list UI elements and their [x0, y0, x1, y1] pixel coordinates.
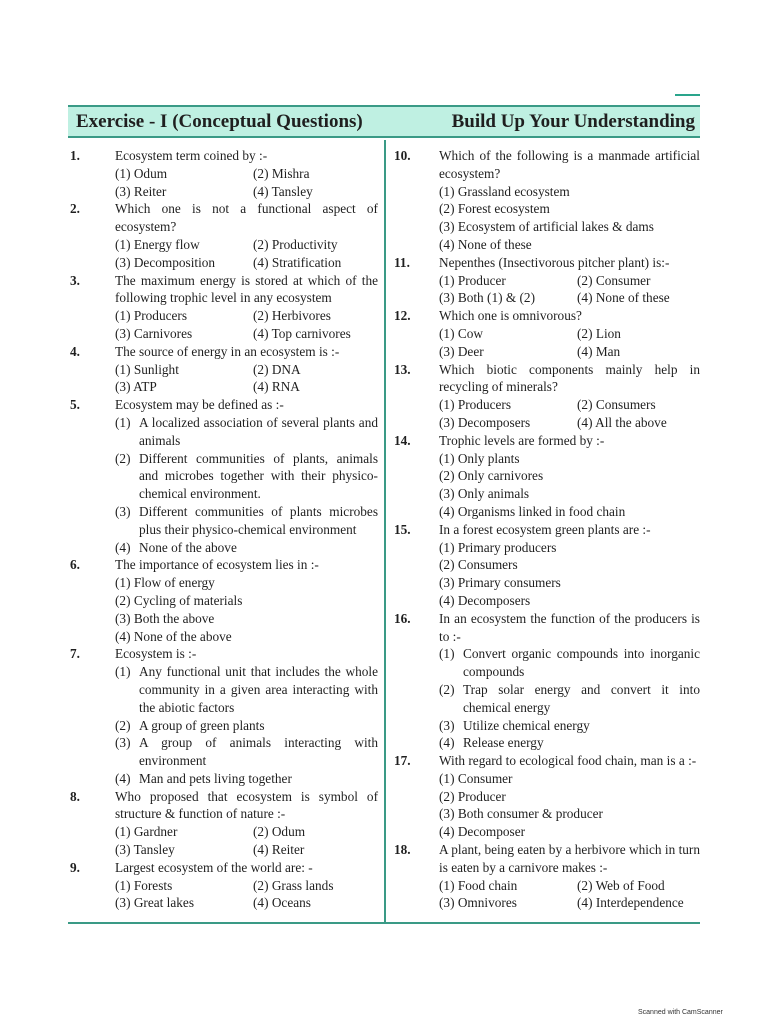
question-number: 12. [394, 308, 411, 324]
answer-option: (4) Interdependence [577, 895, 684, 911]
option-text: Release energy [463, 735, 544, 751]
answer-option: (4) None of these [439, 236, 532, 252]
answer-option: (4) Tansley [253, 183, 313, 199]
answer-option: (4) RNA [253, 379, 300, 395]
question-text: Which one is not a functional aspect of ecosystem? [115, 201, 378, 235]
question-row [394, 361, 700, 397]
answer-options [115, 574, 378, 645]
option-text: Any functional unit that includes the whole community in a given area interacting with the abiotic factors [139, 664, 378, 715]
answer-options [115, 877, 378, 913]
question-text: Which of the following is a manmade artificial ecosystem? [439, 148, 700, 181]
question-row [70, 788, 378, 824]
answer-option [439, 734, 700, 752]
answer-option [115, 734, 378, 770]
answer-option: (1) Primary producers [439, 539, 557, 555]
option-text: None of the above [139, 539, 237, 555]
question-row [394, 254, 700, 272]
question-item [70, 645, 378, 787]
option-text: Different communities of plants microbes plus their physico-chemical environment [139, 503, 378, 537]
option-text: Trap solar energy and convert it into chemical energy [463, 681, 700, 715]
answer-option: (1) Flow of energy [115, 575, 215, 591]
answer-option: (3) Carnivores [115, 325, 193, 341]
answer-option [115, 663, 378, 716]
answer-option [439, 645, 700, 681]
answer-option: (1) Only plants [439, 450, 520, 466]
question-row [394, 307, 700, 325]
answer-options [439, 877, 700, 913]
question-item [394, 307, 700, 360]
question-row [394, 841, 700, 877]
answer-option: (1) Food chain [439, 877, 518, 893]
left-question-column [70, 147, 378, 912]
top-accent-line [675, 94, 700, 96]
option-text: Utilize chemical energy [463, 717, 590, 733]
question-number: 5. [70, 397, 80, 413]
question-text: In an ecosystem the function of the producers is to :- [439, 610, 700, 644]
question-number: 4. [70, 343, 80, 359]
option-text: Different communities of plants, animals and microbes together with their physico-chemical environment. [139, 450, 378, 502]
question-number: 11. [394, 254, 410, 270]
question-row [394, 610, 700, 646]
option-text: A group of green plants [139, 717, 265, 733]
answer-option: (3) Reiter [115, 183, 167, 199]
answer-option: (3) Both (1) & (2) [439, 290, 536, 306]
answer-option: (3) ATP [115, 379, 157, 395]
answer-option [115, 770, 378, 788]
question-row [70, 645, 378, 663]
option-number: (4) [115, 539, 131, 555]
question-row [70, 272, 378, 308]
option-text: Man and pets living together [139, 770, 292, 786]
question-item [394, 610, 700, 752]
answer-option: (1) Gardner [115, 824, 178, 840]
question-number: 7. [70, 646, 80, 662]
answer-option: (2) Cycling of materials [115, 592, 243, 608]
answer-option: (4) Top carnivores [253, 325, 351, 341]
answer-options [439, 183, 700, 254]
question-item [70, 556, 378, 645]
question-text: Nepenthes (Insectivorous pitcher plant) is:- [439, 254, 670, 270]
answer-option: (3) Both consumer & producer [439, 806, 603, 822]
answer-option: (1) Producers [439, 397, 512, 413]
option-number: (4) [439, 735, 455, 751]
option-text: A group of animals interacting with environment [139, 735, 378, 769]
question-item [70, 272, 378, 343]
question-row [70, 556, 378, 574]
question-row [70, 200, 378, 236]
answer-option: (1) Consumer [439, 770, 513, 786]
answer-options [115, 823, 378, 859]
answer-option: (3) Tansley [115, 842, 175, 858]
question-number: 6. [70, 557, 80, 573]
answer-option: (3) Deer [439, 343, 484, 359]
option-number: (2) [115, 450, 131, 466]
exercise-title: Exercise - I (Conceptual Questions) [76, 110, 363, 132]
question-text: Ecosystem is :- [115, 646, 197, 662]
question-item [394, 361, 700, 432]
answer-option: (2) Consumer [577, 272, 651, 288]
option-number: (1) [439, 646, 455, 662]
answer-options [439, 272, 700, 308]
question-item [70, 396, 378, 556]
question-number: 2. [70, 201, 80, 217]
option-number: (4) [115, 770, 131, 786]
question-number: 17. [394, 753, 411, 769]
question-row [70, 343, 378, 361]
question-row [394, 432, 700, 450]
question-text: A plant, being eaten by a herbivore which in turn is eaten by a carnivore makes :- [439, 842, 700, 875]
question-number: 10. [394, 148, 411, 163]
answer-options [439, 396, 700, 432]
question-item [394, 752, 700, 841]
answer-option [439, 681, 700, 717]
answer-option: (4) Decomposer [439, 824, 526, 840]
answer-option [115, 414, 378, 450]
question-text: Who proposed that ecosystem is symbol of structure & function of nature :- [115, 788, 378, 822]
option-number: (1) [115, 414, 131, 430]
question-text: Ecosystem may be defined as :- [115, 397, 284, 413]
question-item [70, 147, 378, 200]
answer-option: (1) Energy flow [115, 236, 200, 252]
answer-option: (4) Decomposers [439, 592, 531, 608]
answer-option: (4) None of the above [115, 628, 232, 644]
answer-option: (3) Decomposers [439, 414, 531, 430]
answer-option: (3) Both the above [115, 610, 215, 626]
option-number: (2) [115, 717, 131, 733]
question-row [70, 396, 378, 414]
answer-options [439, 325, 700, 361]
question-number: 18. [394, 842, 411, 858]
answer-option: (1) Cow [439, 325, 483, 341]
answer-option: (2) Herbivores [253, 308, 331, 324]
question-text: The source of energy in an ecosystem is :- [115, 343, 340, 359]
question-text: Which one is omnivorous? [439, 308, 582, 324]
question-text: With regard to ecological food chain, man is a :- [439, 753, 697, 769]
question-text: Trophic levels are formed by :- [439, 432, 605, 448]
answer-options [115, 663, 378, 788]
answer-options [439, 645, 700, 752]
answer-option: (1) Grassland ecosystem [439, 183, 570, 199]
answer-option: (3) Decomposition [115, 254, 216, 270]
option-text: Convert organic compounds into inorganic compounds [463, 646, 700, 680]
answer-option: (1) Sunlight [115, 361, 179, 377]
answer-options [115, 414, 378, 556]
question-text: Which biotic components mainly help in recycling of minerals? [439, 361, 700, 395]
answer-option: (2) Producer [439, 788, 506, 804]
answer-options [439, 539, 700, 610]
answer-option: (4) None of these [577, 290, 670, 306]
answer-option: (3) Primary consumers [439, 575, 561, 591]
question-text: Largest ecosystem of the world are: - [115, 859, 313, 875]
answer-option: (1) Forests [115, 877, 173, 893]
answer-option: (4) Reiter [253, 842, 305, 858]
answer-option: (1) Producers [115, 308, 188, 324]
answer-option: (4) Stratification [253, 254, 342, 270]
question-text: The maximum energy is stored at which of the following trophic level in any ecosystem [115, 272, 378, 306]
answer-option: (4) All the above [577, 414, 667, 430]
question-number: 14. [394, 432, 411, 448]
answer-option: (2) DNA [253, 361, 301, 377]
option-number: (3) [115, 735, 131, 751]
answer-option: (3) Great lakes [115, 895, 195, 911]
answer-option: (2) Productivity [253, 236, 338, 252]
question-number: 1. [70, 148, 80, 163]
answer-option: (3) Ecosystem of artificial lakes & dams [439, 219, 654, 235]
section-subtitle: Build Up Your Understanding [451, 110, 695, 132]
question-number: 8. [70, 788, 80, 804]
question-number: 3. [70, 272, 80, 288]
option-text: A localized association of several plants and animals [139, 414, 378, 448]
answer-option: (2) Only carnivores [439, 468, 544, 484]
answer-option: (1) Producer [439, 272, 506, 288]
answer-options [115, 307, 378, 343]
question-number: 16. [394, 610, 411, 626]
answer-option [115, 503, 378, 539]
column-divider [384, 140, 386, 924]
question-row [394, 752, 700, 770]
question-item [70, 343, 378, 396]
answer-option: (2) Consumers [577, 397, 656, 413]
question-item [394, 432, 700, 521]
exercise-header [68, 105, 700, 138]
answer-option: (2) Lion [577, 325, 621, 341]
question-item [394, 254, 700, 307]
answer-option [115, 450, 378, 503]
question-item [394, 841, 700, 912]
question-item [394, 147, 700, 254]
answer-options [439, 770, 700, 841]
question-row [70, 859, 378, 877]
question-number: 15. [394, 521, 411, 537]
question-number: 13. [394, 361, 411, 377]
question-item [70, 788, 378, 859]
answer-options [115, 236, 378, 272]
question-text: The importance of ecosystem lies in :- [115, 557, 319, 573]
answer-option: (1) Odum [115, 165, 168, 181]
answer-option: (4) Oceans [253, 895, 311, 911]
answer-option: (4) Man [577, 343, 621, 359]
answer-option [439, 717, 700, 735]
bottom-rule [68, 922, 700, 924]
question-item [394, 521, 700, 610]
question-row [394, 521, 700, 539]
option-number: (1) [115, 664, 131, 680]
answer-option: (3) Only animals [439, 486, 530, 502]
question-row [394, 147, 700, 183]
answer-option: (2) Forest ecosystem [439, 201, 550, 217]
answer-options [115, 165, 378, 201]
answer-option: (2) Web of Food [577, 877, 665, 893]
answer-option: (2) Grass lands [253, 877, 334, 893]
answer-option: (3) Omnivores [439, 895, 517, 911]
answer-option: (2) Odum [253, 824, 306, 840]
question-text: Ecosystem term coined by :- [115, 148, 268, 163]
right-question-column [394, 147, 700, 912]
question-item [70, 200, 378, 271]
answer-options [115, 361, 378, 397]
answer-option [115, 539, 378, 557]
question-item [70, 859, 378, 912]
option-number: (3) [439, 717, 455, 733]
option-number: (3) [115, 503, 131, 519]
question-row [70, 147, 378, 165]
question-number: 9. [70, 859, 80, 875]
answer-option [115, 717, 378, 735]
question-text: In a forest ecosystem green plants are :- [439, 521, 651, 537]
scanner-watermark: Scanned with CamScanner [638, 1009, 723, 1016]
answer-option: (2) Consumers [439, 557, 518, 573]
answer-options [439, 450, 700, 521]
answer-option: (4) Organisms linked in food chain [439, 503, 626, 519]
answer-option: (2) Mishra [253, 165, 310, 181]
option-number: (2) [439, 681, 455, 697]
